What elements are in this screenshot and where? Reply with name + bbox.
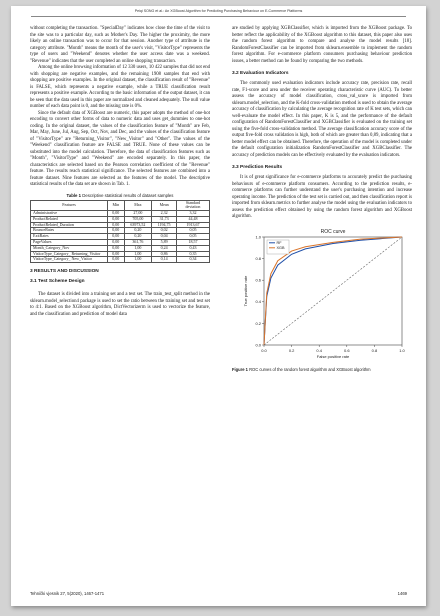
right-column bbox=[232, 26, 412, 372]
legend-label: XGB bbox=[276, 245, 285, 250]
paper-page bbox=[11, 6, 426, 606]
paragraph: Since the default data of XGBoost are numeric, this paper adopts the method of one-hot encoding to convert other forms of data to numeric data and uses get_dummies to one-hot coding. In the original dataset, the values of the classification feature of "Month" are Feb, Mar, May, June, Jul, Aug, Sep, Oct, Nov, and Dec, and the values of the classification feature of "VisitorType" are "Returning_Visitor", "New_Visitor" and "Other". The values of the "Weekend" classification feature are FALSE and TRUE. None of these values can be substituted into the model calculation. Therefore, the data of classification features such as "Month", "VisitorType" and "Weekend" are encoded separately. In this paper, the characteristics are selected based on the Pearson correlation coefficient of the "Revenue" feature. The results reach statistical significance. The selected features are combined into a feature dataset. Nine features are selected as the features of the model. The descriptive statistical results of the data set are shown in Tab. 1. bbox=[30, 110, 210, 187]
table-cell: 1,00 bbox=[124, 251, 152, 257]
table-caption-text: Descriptive statistical results of dataset samples bbox=[82, 192, 174, 198]
subsection-heading: 3.3 Prediction Results bbox=[232, 165, 283, 170]
table-cell: 0,14 bbox=[152, 257, 177, 263]
x-tick-label: 0.8 bbox=[371, 347, 378, 353]
table-header-cell: Mean bbox=[152, 200, 177, 211]
feature-name-cell: ProductRelated bbox=[31, 216, 108, 222]
table-cell: 0,00 bbox=[108, 257, 125, 263]
table-cell: 0,43 bbox=[177, 245, 210, 251]
table-cell: 0,00 bbox=[108, 211, 125, 217]
table-cell: 0,00 bbox=[108, 245, 125, 251]
subsection-heading: 3.2 Evaluation Indicators bbox=[232, 71, 289, 76]
x-tick-label: 0.6 bbox=[344, 347, 350, 353]
y-tick-label: 1.0 bbox=[255, 233, 261, 239]
table-caption-label: Table 1 bbox=[66, 192, 82, 198]
table-cell: 44,48 bbox=[177, 216, 210, 222]
table-caption bbox=[30, 193, 210, 198]
header-rule bbox=[31, 16, 406, 17]
chart-title: ROC curve bbox=[320, 228, 346, 235]
table-cell: 1,00 bbox=[124, 257, 152, 263]
feature-name-cell: Administrative bbox=[31, 211, 108, 217]
figure-caption bbox=[232, 367, 412, 372]
table-cell: 27,00 bbox=[124, 211, 152, 217]
table-cell: 0,04 bbox=[152, 234, 177, 240]
x-tick-label: 0.4 bbox=[316, 347, 322, 353]
table-header-row bbox=[31, 200, 210, 211]
paragraph: The dataset is divided into a training set and a test set. The train_test_split method in the sklearn.model_selection4 package is used to set the ratio between the training set and test set to 4:1. Based on the XGBoost algorithm, DictVectorizerm is used to vectorize the feature, and the classification and prediction of model data bbox=[30, 292, 210, 317]
table-cell: 0,00 bbox=[108, 240, 125, 246]
table-header-cell: Standard deviation bbox=[177, 200, 210, 211]
table-cell: 1194,75 bbox=[152, 222, 177, 228]
paragraph: The commonly used evaluation indicators include accuracy rate, precision rate, recall rate, F1-score and area under the receiver operating characteristic curve (AUC). To better assess the accuracy of model classification, cross_val_score is imported from sklearn.model_selection, and the K-fold cross-validation method is used to obtain the average accuracy of classification by calculating the average recognition rate of K test sets, which can well-evaluate the model effect. In this paper, K is 5, and the performance of the default configuration of RandomForestClassifier and XGBClassifier is evaluated on the training set using the five-fold cross-validation method. The average classification accuracy score of the output five-fold cross validation is high, both of which are greater than 0,89, indicating that a better model effect can be obtained. Therefore, the operation of the model is completed under the default configuration initialization RandomForestClassifier and XGBClassifier. The accuracy of prediction models can be effectively evaluated by the evaluation indicators. bbox=[232, 81, 412, 158]
x-axis-label: False positive rate bbox=[316, 353, 350, 359]
table-cell: 705,00 bbox=[124, 216, 152, 222]
table-cell: 0,20 bbox=[124, 228, 152, 234]
running-head: Peiqi SONG et al.: An XGBoost Algorithm for Predicting Purchasing Behaviour on E-Commerce Platforms bbox=[134, 9, 303, 13]
figure-caption-label: Figure 1 bbox=[232, 366, 248, 372]
table-cell: 0,00 bbox=[108, 251, 125, 257]
table-cell: 0,86 bbox=[152, 251, 177, 257]
table-cell: 2,32 bbox=[152, 211, 177, 217]
y-axis-label: True positive rate bbox=[243, 275, 248, 306]
table-cell: 63973,52 bbox=[124, 222, 152, 228]
y-tick-label: 0.6 bbox=[255, 277, 261, 283]
y-tick-label: 0.4 bbox=[255, 298, 261, 304]
legend-label: RF bbox=[276, 240, 282, 245]
table-header-cell: Min bbox=[108, 200, 125, 211]
table-cell: 361,76 bbox=[124, 240, 152, 246]
roc-figure bbox=[238, 225, 418, 365]
journal-footer: Tehnički vjesnik 27, 5(2020), 1467-1471 bbox=[30, 591, 105, 596]
table-cell: 1913,67 bbox=[177, 222, 210, 228]
feature-name-cell: VisitorType_Category_ New_Visitor bbox=[31, 257, 108, 263]
table-cell: 0,00 bbox=[108, 216, 125, 222]
left-column bbox=[30, 26, 210, 318]
table-body bbox=[31, 211, 210, 263]
section-heading: 3 RESULTS AND DISCUSSION bbox=[30, 269, 99, 275]
table-cell: 0,02 bbox=[152, 228, 177, 234]
table-cell: 0,24 bbox=[152, 245, 177, 251]
table-cell: 0,35 bbox=[177, 251, 210, 257]
y-tick-label: 0.0 bbox=[255, 341, 261, 347]
feature-name-cell: PageValues bbox=[31, 240, 108, 246]
x-tick-label: 0.2 bbox=[288, 347, 295, 353]
table-cell: 0,00 bbox=[108, 222, 125, 228]
table-cell: 0,05 bbox=[177, 228, 210, 234]
table-cell: 0,20 bbox=[124, 234, 152, 240]
roc-chart bbox=[238, 225, 408, 365]
table-header-cell: Features bbox=[31, 200, 108, 211]
table-cell: 3,32 bbox=[177, 211, 210, 217]
table-header-cell: Max bbox=[124, 200, 152, 211]
paragraph: Among the online browsing information of 12 330 users, 10 422 samples that did not end with shopping are negative examples, and the remaining 1908 samples that end with shopping are positive examples. In the original dataset, the classification result of "Revenue" is FALSE, which represents a negative example, while a TRUE classification result represents a positive example. According to the basic information of the output dataset, it can be seen that the data used in this paper are normalized and cleaned adequately. The null value number of each data point is 0, and the missing rate is 0%. bbox=[30, 65, 210, 109]
table-row bbox=[31, 257, 210, 263]
table-cell: 1,00 bbox=[124, 245, 152, 251]
x-tick-label: 0.0 bbox=[261, 347, 267, 353]
paragraph: are studied by applying XGBClassifier, which is imported from the XGBoost package. To better reflect the applicability of the XGBoost algorithm to this dataset, this paper also uses the random forest algorithm to compare and analyse the model results [18]. RandomForestClassifier can be imported from sklearn.ensemble to implement the random forest algorithm. For e-commerce platform consumers purchasing behaviour prediction issues, a better method can be found by comparing the two methods. bbox=[232, 26, 412, 64]
table-cell: 0,34 bbox=[177, 257, 210, 263]
y-tick-label: 0.2 bbox=[255, 320, 261, 326]
table-cell: 0,05 bbox=[177, 234, 210, 240]
paragraph: without completing the transaction. "SpecialDay" indicates how close the time of the visit to the site was to a particular day, such as Mother's Day. The higher the proximity, the more likely an online transaction was to occur for that session. Another type of attribute is the category attribute. "Month" means the month of the user's visit, "VisitorType" represents the type of users and "Weekend" denotes whether the user access date was a weekend. "Revenue" indicates that the user completed an online shopping transaction. bbox=[30, 26, 210, 64]
feature-name-cell: BounceRates bbox=[31, 228, 108, 234]
table-cell: 0,00 bbox=[108, 228, 125, 234]
figure-caption-text: ROC curves of the random forest algorithm and XGBoost algorithm bbox=[249, 366, 371, 372]
table-cell: 18,57 bbox=[177, 240, 210, 246]
feature-name-cell: ProductRelated_Duration bbox=[31, 222, 108, 228]
y-tick-label: 0.8 bbox=[255, 255, 261, 261]
table-cell: 31,73 bbox=[152, 216, 177, 222]
table-cell: 5,89 bbox=[152, 240, 177, 246]
subsection-heading: 3.1 Test Scheme Design bbox=[30, 279, 85, 285]
statistics-table bbox=[30, 200, 210, 264]
feature-name-cell: ExitRates bbox=[31, 234, 108, 240]
paragraph: It is of great significance for e-commerce platforms to accurately predict the purchasing behaviours of e-commerce platform consumers. According to the prediction results, e-commerce platforms can further understand the user's purchasing intention and increase operating income. The prediction of the test set is carried out, and then classification report is imported from sklearn.metrics to further analyse the model using the evaluation indicators to assess the prediction effect obtained by using the random forest algorithm and XGBoost algorithm. bbox=[232, 175, 412, 219]
table-cell: 0,00 bbox=[108, 234, 125, 240]
page-number: 1469 bbox=[397, 591, 407, 596]
feature-name-cell: VisitorType_Category_ Returning_Visitor bbox=[31, 251, 108, 257]
feature-name-cell: Month_Category_Nov bbox=[31, 245, 108, 251]
x-tick-label: 1.0 bbox=[399, 347, 405, 353]
